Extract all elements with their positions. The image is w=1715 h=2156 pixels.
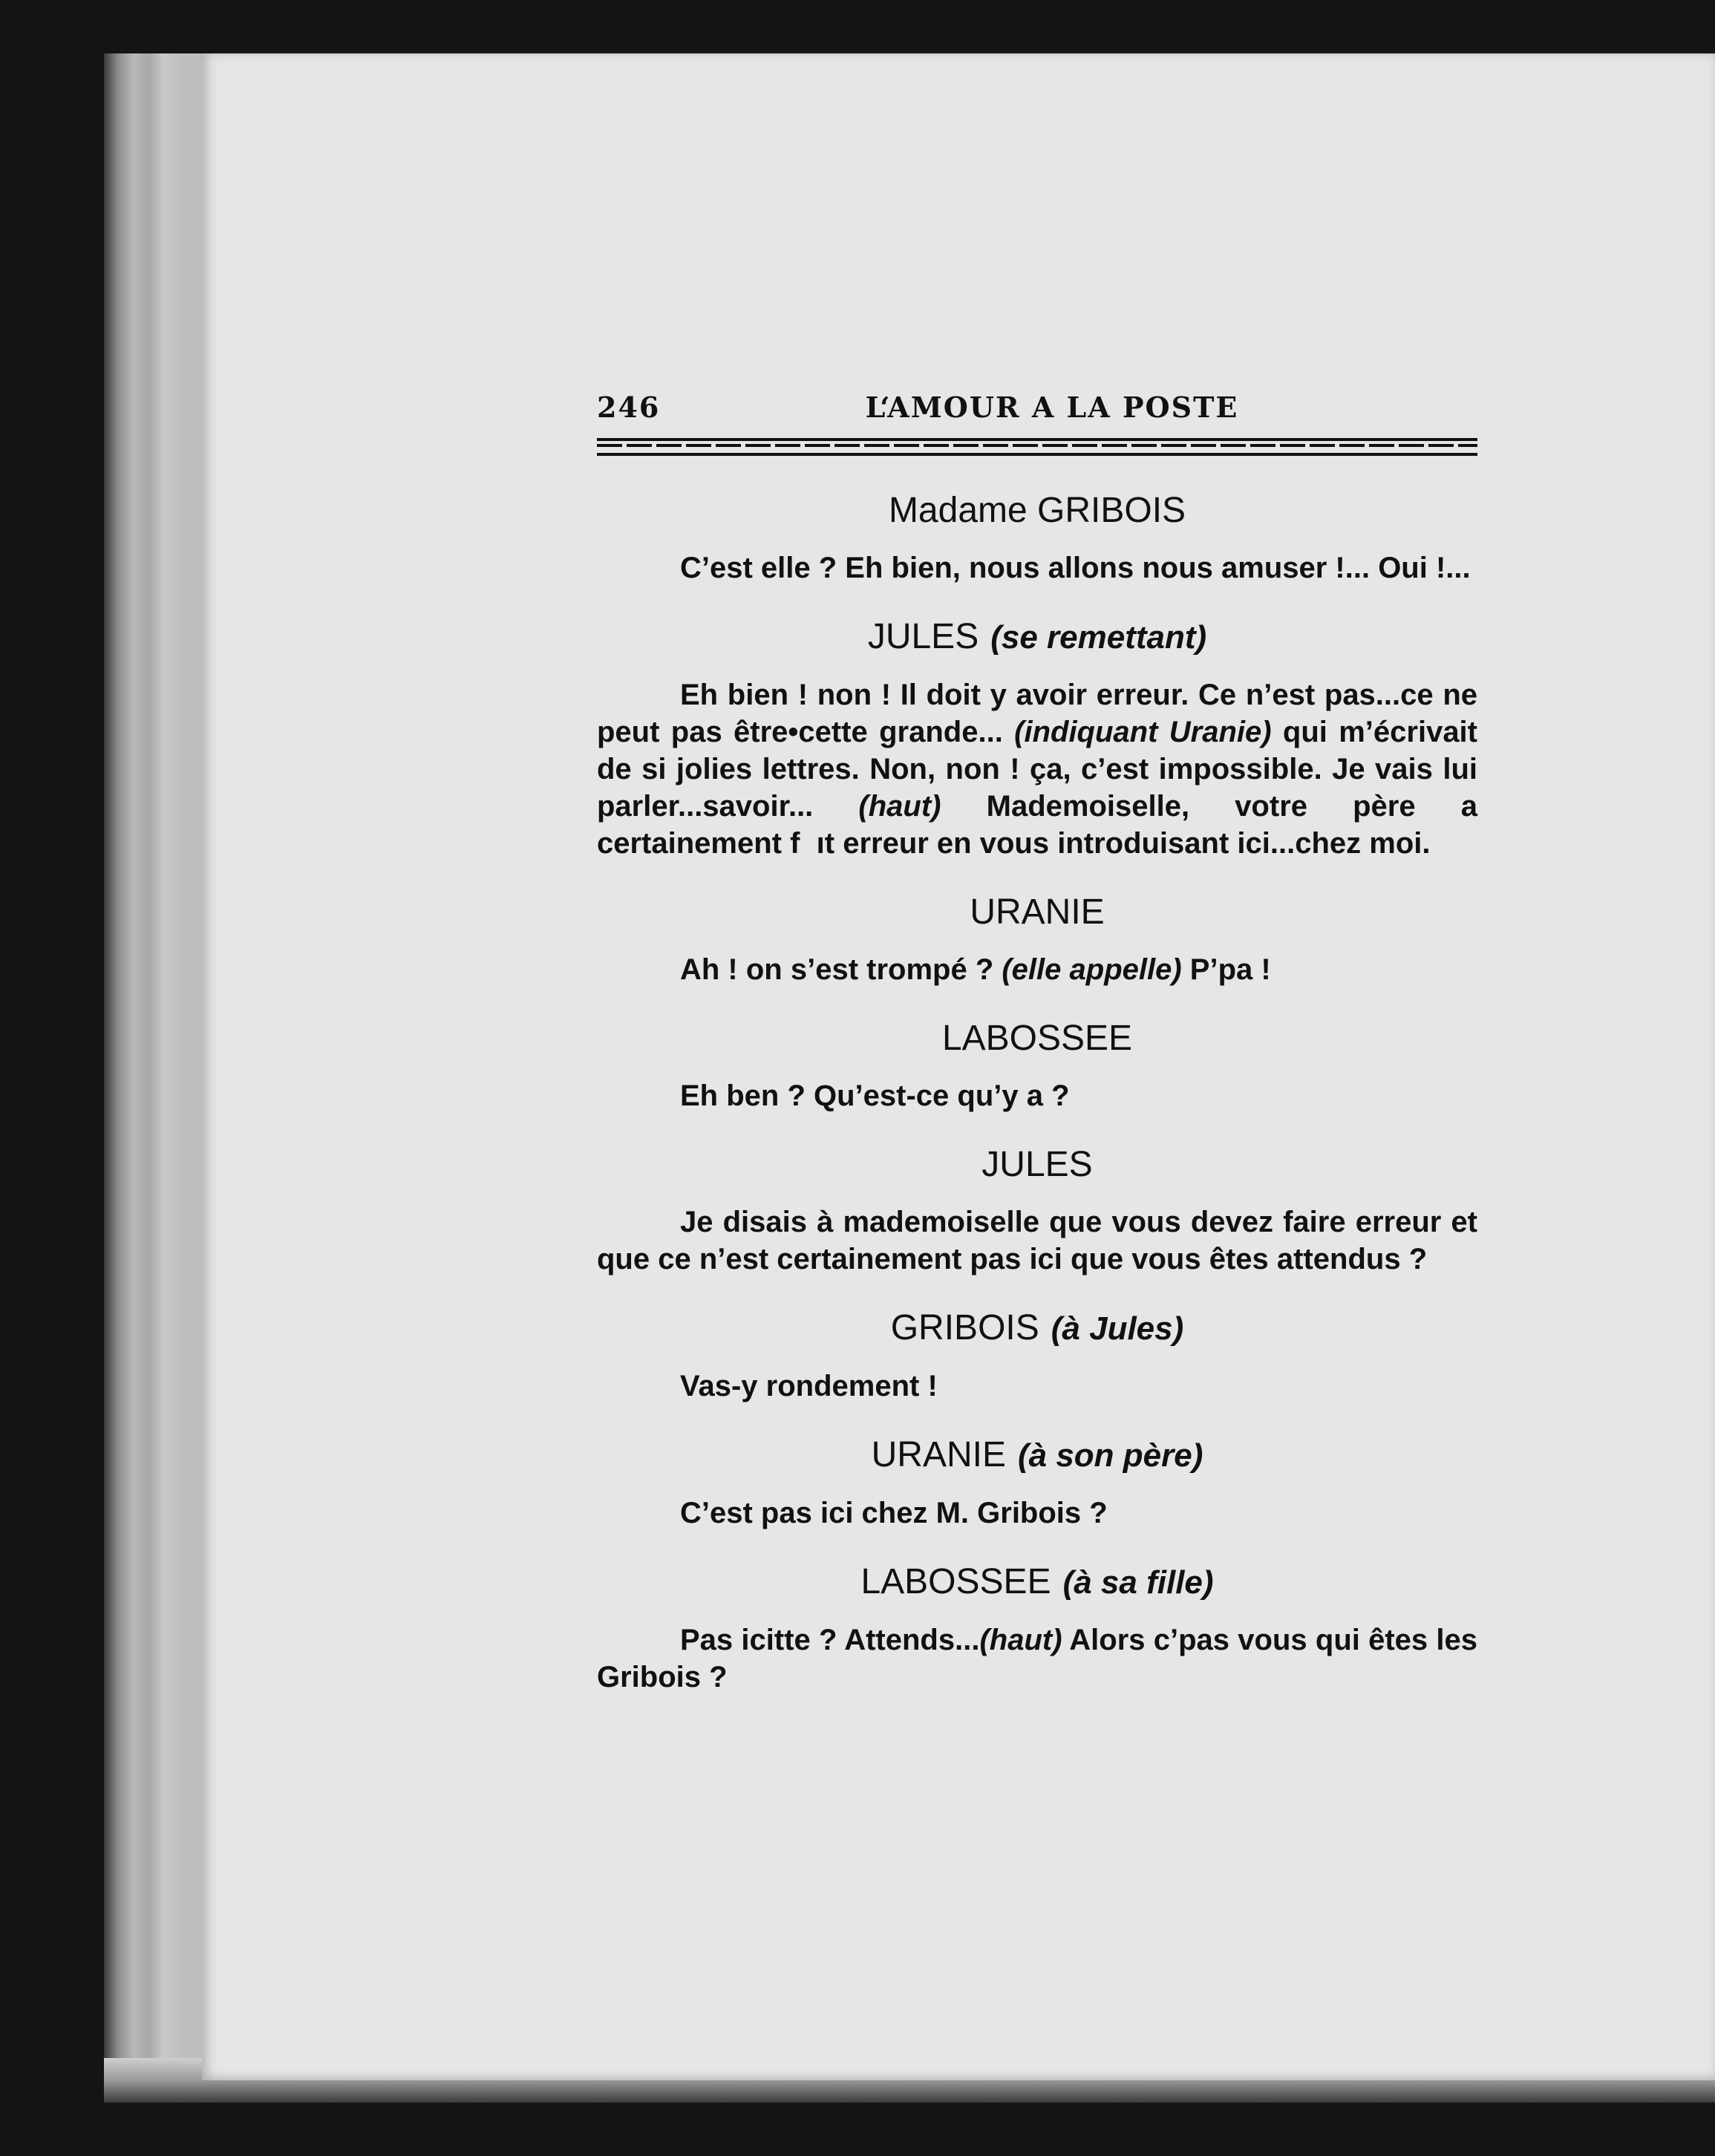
inline-stage-direction: (haut) — [979, 1624, 1062, 1656]
speaker-name: Madame GRIBOIS — [888, 491, 1186, 530]
speech-paragraph — [597, 549, 1477, 587]
dialogue — [597, 490, 1477, 1696]
speech-text: Je disais à mademoiselle que vous devez faire erreur et que ce n’est certainement pas ici que vous êtes attendus ? — [597, 1206, 1477, 1275]
speaker-name: URANIE — [871, 1435, 1006, 1474]
speech-text: Eh ben ? Qu’est-ce qu’y a ? — [680, 1079, 1070, 1112]
stage-direction: (à Jules) — [1051, 1310, 1184, 1347]
inline-stage-direction: (haut) — [858, 790, 941, 823]
speaker-heading — [597, 1018, 1477, 1059]
speech-paragraph — [597, 951, 1477, 988]
stage-direction: (se remettant) — [990, 619, 1207, 656]
header-rule — [597, 438, 1477, 456]
speech-paragraph — [597, 1621, 1477, 1696]
speech-text: Mademoiselle, votre père a certainement f ıt erreur en vous introduisant ici...chez moi. — [597, 790, 1477, 860]
speech-text: qui m’écrivait de si jolies lettres. Non, non ! ça, c’est impossible. Je vais lui parler...savoir... — [597, 716, 1477, 823]
speech-text: Ah ! on s’est trompé ? — [680, 953, 1002, 986]
speaker-name: LABOSSEE — [860, 1562, 1051, 1601]
speech-text: C’est pas ici chez M. Gribois ? — [680, 1497, 1108, 1529]
speaker-heading — [597, 490, 1477, 532]
speech-paragraph — [597, 1203, 1477, 1278]
speaker-name: LABOSSEE — [941, 1019, 1133, 1058]
speech-paragraph — [597, 1077, 1477, 1114]
page-number: 246 — [597, 391, 661, 424]
speaker-heading — [597, 1561, 1477, 1604]
speaker-heading — [597, 1307, 1477, 1350]
inline-stage-direction: (indiquant Uranie) — [1014, 716, 1272, 748]
speaker-heading — [597, 616, 1477, 659]
speech-paragraph — [597, 1368, 1477, 1405]
speaker-name: URANIE — [970, 892, 1105, 932]
speaker-name: JULES — [981, 1145, 1093, 1184]
speaker-name: GRIBOIS — [890, 1308, 1039, 1348]
speech-text: Alors c’pas vous qui êtes les Gribois ? — [597, 1624, 1478, 1693]
stage-direction: (à son père) — [1017, 1437, 1203, 1474]
speech-text: P’pa ! — [1181, 953, 1271, 986]
page-text-block — [597, 391, 1477, 1696]
running-header — [597, 391, 1477, 428]
inline-stage-direction: (elle appelle) — [1002, 953, 1182, 986]
speaker-name: JULES — [867, 617, 979, 656]
speech-text: Pas icitte ? Attends... — [680, 1624, 980, 1656]
speech-text: Vas-y rondement ! — [680, 1370, 938, 1402]
speech-paragraph — [597, 1494, 1477, 1532]
speech-text: C’est elle ? Eh bien, nous allons nous amuser !... Oui !... — [680, 552, 1471, 584]
speaker-heading — [597, 1434, 1477, 1477]
stage-direction: (à sa fille) — [1062, 1564, 1214, 1601]
running-title: L‘AMOUR A LA POSTE — [865, 391, 1239, 424]
speech-text: Eh bien ! non ! Il doit y avoir erreur. Ce n’est pas...ce ne peut pas être•cette grande... — [597, 679, 1477, 748]
speaker-heading — [597, 892, 1477, 933]
speaker-heading — [597, 1144, 1477, 1186]
speech-paragraph — [597, 676, 1477, 862]
